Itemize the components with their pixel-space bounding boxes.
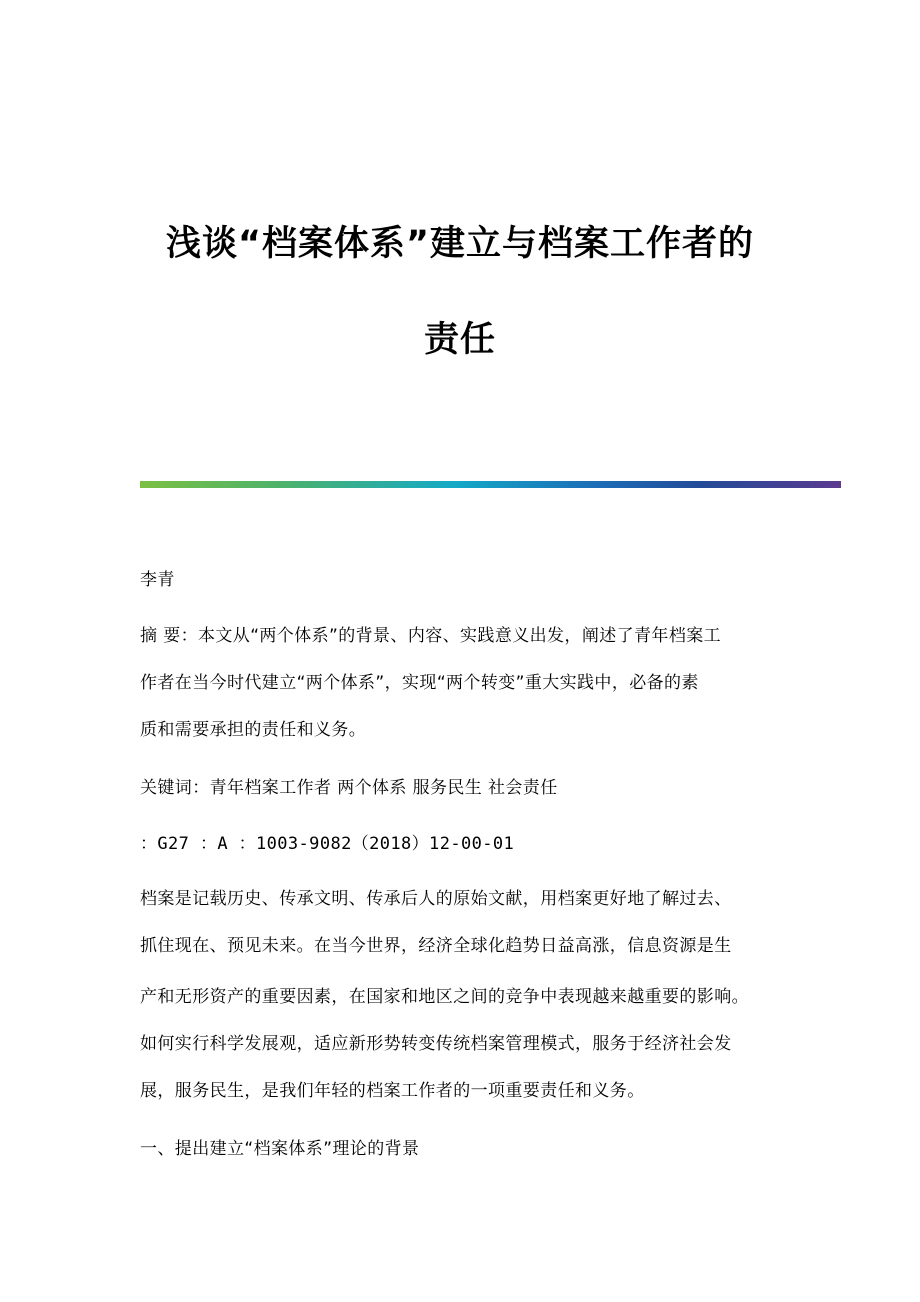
- classification-codes: ：G27 ：A ：1003-9082（2018）12-00-01: [140, 834, 515, 854]
- abstract-line-1: 摘 要：本文从“两个体系”的背景、内容、实践意义出发，阐述了青年档案工: [140, 626, 722, 646]
- title-line-1: 浅谈“档案体系”建立与档案工作者的: [165, 224, 754, 264]
- gradient-divider: [140, 481, 841, 488]
- body-line-2: 抓住现在、预见未来。在当今世界，经济全球化趋势日益高涨，信息资源是生: [140, 936, 732, 956]
- body-line-3: 产和无形资产的重要因素，在国家和地区之间的竞争中表现越来越重要的影响。: [140, 987, 749, 1007]
- section-heading: 一、提出建立“档案体系”理论的背景: [140, 1139, 420, 1159]
- abstract-line-2: 作者在当今时代建立“两个体系”，实现“两个转变”重大实践中，必备的素: [140, 673, 699, 693]
- body-line-1: 档案是记载历史、传承文明、传承后人的原始文献，用档案更好地了解过去、: [140, 889, 732, 909]
- keywords: 关键词：青年档案工作者 两个体系 服务民生 社会责任: [140, 778, 558, 798]
- title-line-2: 责任: [423, 320, 496, 360]
- abstract-line-3: 质和需要承担的责任和义务。: [140, 720, 367, 740]
- body-line-5: 展，服务民生，是我们年轻的档案工作者的一项重要责任和义务。: [140, 1081, 645, 1101]
- author-name: 李青: [140, 570, 175, 590]
- body-line-4: 如何实行科学发展观，适应新形势转变传统档案管理模式，服务于经济社会发: [140, 1034, 732, 1054]
